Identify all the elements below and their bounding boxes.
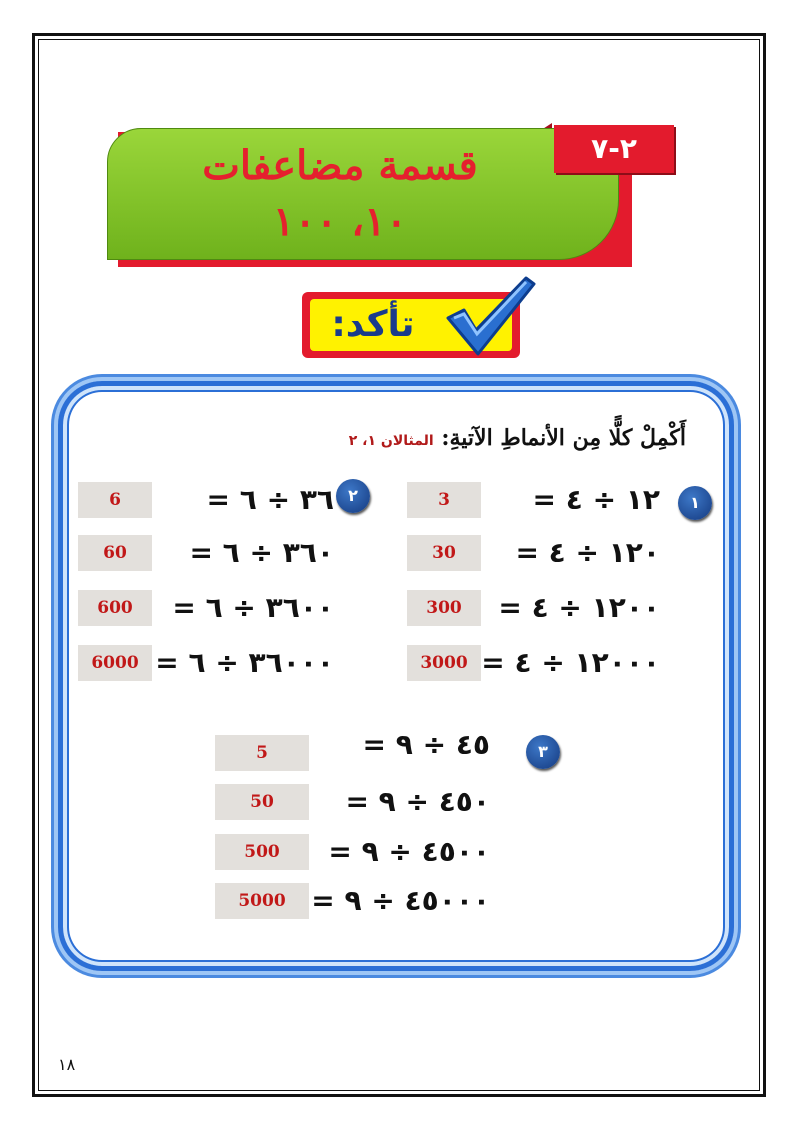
exercise-3-answer-1[interactable]: 5: [215, 735, 309, 771]
exercise-1-answer-2[interactable]: 30: [407, 535, 481, 571]
exercise-3-equation-2: ٤٥٠ ÷ ٩ =: [345, 785, 490, 818]
exercise-number-2: ٢: [336, 479, 370, 513]
exercise-1-answer-3[interactable]: 300: [407, 590, 481, 626]
exercise-2-equation-1: ٣٦ ÷ ٦ =: [206, 483, 334, 516]
exercise-2-answer-4[interactable]: 6000: [78, 645, 152, 681]
exercise-3-answer-4[interactable]: 5000: [215, 883, 309, 919]
lesson-subtitle: ١٠، ١٠٠: [272, 198, 408, 245]
exercise-1-equation-3: ١٢٠٠ ÷ ٤ =: [498, 591, 660, 624]
instruction-text: أَكْمِلْ كلًّا مِن الأنماطِ الآتيةِ:: [441, 425, 686, 451]
exercise-1-equation-1: ١٢ ÷ ٤ =: [532, 483, 660, 516]
lesson-title: قسمة مضاعفات: [202, 142, 478, 189]
exercise-2-answer-1[interactable]: 6: [78, 482, 152, 518]
instruction: [240, 425, 686, 451]
check-section-label: تأكد:: [331, 304, 415, 345]
exercise-number-1: ١: [678, 486, 712, 520]
exercise-3-answer-2[interactable]: 50: [215, 784, 309, 820]
checkmark-icon: [430, 270, 540, 360]
exercise-3-equation-3: ٤٥٠٠ ÷ ٩ =: [328, 835, 490, 868]
exercise-2-equation-3: ٣٦٠٠ ÷ ٦ =: [172, 591, 334, 624]
exercise-1-equation-4: ١٢٠٠٠ ÷ ٤ =: [481, 646, 660, 679]
exercise-1-answer-4[interactable]: 3000: [407, 645, 481, 681]
exercise-3-equation-1: ٤٥ ÷ ٩ =: [362, 728, 490, 761]
exercise-number-3: ٣: [526, 735, 560, 769]
lesson-number-badge: [554, 125, 674, 173]
exercise-2-answer-3[interactable]: 600: [78, 590, 152, 626]
instruction-reference: المثالان ١، ٢: [348, 433, 434, 449]
exercise-2-equation-2: ٣٦٠ ÷ ٦ =: [189, 536, 334, 569]
exercise-3-equation-4: ٤٥٠٠٠ ÷ ٩ =: [311, 884, 490, 917]
exercise-1-answer-1[interactable]: 3: [407, 482, 481, 518]
exercise-3-answer-3[interactable]: 500: [215, 834, 309, 870]
exercise-2-equation-4: ٣٦٠٠٠ ÷ ٦ =: [155, 646, 334, 679]
exercise-1-equation-2: ١٢٠ ÷ ٤ =: [515, 536, 660, 569]
lesson-number: ٢-٧: [591, 132, 637, 165]
exercise-2-answer-2[interactable]: 60: [78, 535, 152, 571]
page-number: ١٨: [58, 1055, 76, 1074]
